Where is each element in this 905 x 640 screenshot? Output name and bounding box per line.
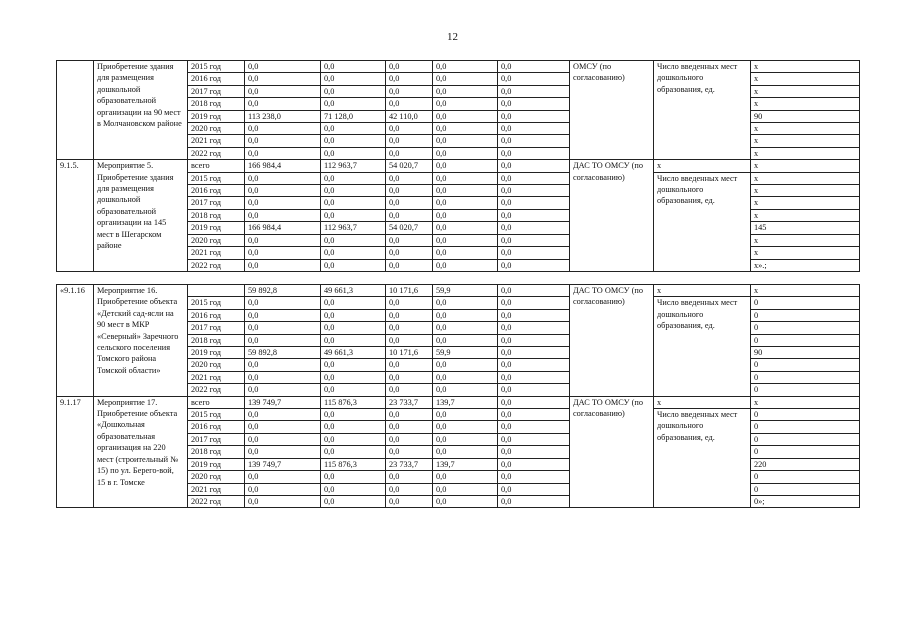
- federal-cell: 0,0: [321, 259, 386, 271]
- regional-cell: 0,0: [386, 409, 433, 421]
- budget-table: [56, 284, 860, 508]
- local-cell: 0,0: [433, 234, 498, 246]
- federal-cell: 0,0: [321, 147, 386, 159]
- indicator-value: x: [751, 160, 860, 172]
- indicator-value: 90: [751, 347, 860, 359]
- regional-cell: 0,0: [386, 147, 433, 159]
- other-cell: 0,0: [498, 234, 570, 246]
- federal-cell: 0,0: [321, 384, 386, 396]
- table-row: [57, 396, 860, 408]
- period-cell: 2022 год: [188, 259, 245, 271]
- federal-cell: 0,0: [321, 61, 386, 73]
- indicator-value: x: [751, 135, 860, 147]
- total-cell: 0,0: [245, 433, 321, 445]
- total-cell: 0,0: [245, 446, 321, 458]
- other-cell: 0,0: [498, 247, 570, 259]
- regional-cell: 0,0: [386, 259, 433, 271]
- period-cell: всего: [188, 396, 245, 408]
- measure-number: 9.1.5.: [57, 160, 94, 272]
- other-cell: 0,0: [498, 209, 570, 221]
- regional-cell: 0,0: [386, 61, 433, 73]
- total-cell: 0,0: [245, 147, 321, 159]
- period-cell: 2018 год: [188, 209, 245, 221]
- federal-cell: 0,0: [321, 234, 386, 246]
- federal-cell: 112 963,7: [321, 222, 386, 234]
- other-cell: 0,0: [498, 297, 570, 309]
- page-number: 12: [447, 31, 458, 43]
- regional-cell: 23 733,7: [386, 458, 433, 470]
- indicator-name: x: [654, 160, 751, 172]
- period-cell: 2017 год: [188, 322, 245, 334]
- total-cell: 0,0: [245, 197, 321, 209]
- regional-cell: 0,0: [386, 297, 433, 309]
- total-cell: 139 749,7: [245, 458, 321, 470]
- indicator-value: 0»;: [751, 495, 860, 507]
- regional-cell: 10 171,6: [386, 347, 433, 359]
- measure-number: «9.1.16: [57, 285, 94, 397]
- local-cell: 0,0: [433, 384, 498, 396]
- regional-cell: 0,0: [386, 433, 433, 445]
- local-cell: 139,7: [433, 458, 498, 470]
- indicator-value: x: [751, 172, 860, 184]
- period-cell: 2018 год: [188, 334, 245, 346]
- federal-cell: 0,0: [321, 471, 386, 483]
- other-cell: 0,0: [498, 495, 570, 507]
- total-cell: 0,0: [245, 421, 321, 433]
- federal-cell: 0,0: [321, 172, 386, 184]
- other-cell: 0,0: [498, 421, 570, 433]
- other-cell: 0,0: [498, 185, 570, 197]
- period-cell: 2015 год: [188, 61, 245, 73]
- total-cell: 0,0: [245, 172, 321, 184]
- total-cell: 0,0: [245, 73, 321, 85]
- federal-cell: 0,0: [321, 297, 386, 309]
- total-cell: 0,0: [245, 359, 321, 371]
- period-cell: 2015 год: [188, 409, 245, 421]
- other-cell: 0,0: [498, 347, 570, 359]
- regional-cell: 0,0: [386, 322, 433, 334]
- local-cell: 59,9: [433, 285, 498, 297]
- other-cell: 0,0: [498, 110, 570, 122]
- regional-cell: 0,0: [386, 73, 433, 85]
- federal-cell: 0,0: [321, 371, 386, 383]
- local-cell: 0,0: [433, 409, 498, 421]
- other-cell: 0,0: [498, 409, 570, 421]
- indicator-value: 0: [751, 309, 860, 321]
- federal-cell: 0,0: [321, 209, 386, 221]
- local-cell: 59,9: [433, 347, 498, 359]
- local-cell: 0,0: [433, 247, 498, 259]
- other-cell: 0,0: [498, 458, 570, 470]
- period-cell: 2020 год: [188, 359, 245, 371]
- local-cell: 0,0: [433, 61, 498, 73]
- total-cell: 0,0: [245, 483, 321, 495]
- regional-cell: 23 733,7: [386, 396, 433, 408]
- local-cell: 0,0: [433, 110, 498, 122]
- regional-cell: 0,0: [386, 185, 433, 197]
- indicator-value: x: [751, 61, 860, 73]
- federal-cell: 0,0: [321, 85, 386, 97]
- other-cell: 0,0: [498, 85, 570, 97]
- regional-cell: 0,0: [386, 309, 433, 321]
- indicator-value: x: [751, 247, 860, 259]
- other-cell: 0,0: [498, 384, 570, 396]
- regional-cell: 54 020,7: [386, 222, 433, 234]
- local-cell: 0,0: [433, 98, 498, 110]
- table-row: [57, 160, 860, 172]
- other-cell: 0,0: [498, 471, 570, 483]
- regional-cell: 0,0: [386, 446, 433, 458]
- other-cell: 0,0: [498, 147, 570, 159]
- federal-cell: 0,0: [321, 197, 386, 209]
- total-cell: 0,0: [245, 98, 321, 110]
- other-cell: 0,0: [498, 334, 570, 346]
- indicator-value: 0: [751, 384, 860, 396]
- other-cell: 0,0: [498, 322, 570, 334]
- regional-cell: 0,0: [386, 495, 433, 507]
- regional-cell: 0,0: [386, 334, 433, 346]
- federal-cell: 49 661,3: [321, 285, 386, 297]
- indicator-value: 0: [751, 359, 860, 371]
- regional-cell: 0,0: [386, 384, 433, 396]
- period-cell: 2019 год: [188, 222, 245, 234]
- indicator-value: x: [751, 234, 860, 246]
- regional-cell: 0,0: [386, 471, 433, 483]
- indicator-value: 0: [751, 409, 860, 421]
- indicator-value: 145: [751, 222, 860, 234]
- other-cell: 0,0: [498, 396, 570, 408]
- other-cell: 0,0: [498, 160, 570, 172]
- local-cell: 0,0: [433, 197, 498, 209]
- period-cell: 2019 год: [188, 110, 245, 122]
- indicator-value: x: [751, 285, 860, 297]
- regional-cell: 0,0: [386, 123, 433, 135]
- indicator-value: x: [751, 85, 860, 97]
- regional-cell: 0,0: [386, 197, 433, 209]
- total-cell: 0,0: [245, 135, 321, 147]
- total-cell: 0,0: [245, 334, 321, 346]
- federal-cell: 0,0: [321, 446, 386, 458]
- local-cell: 0,0: [433, 85, 498, 97]
- indicator-value: x: [751, 185, 860, 197]
- total-cell: 0,0: [245, 85, 321, 97]
- total-cell: 0,0: [245, 495, 321, 507]
- federal-cell: 0,0: [321, 135, 386, 147]
- indicator-value: 0: [751, 322, 860, 334]
- total-cell: 113 238,0: [245, 110, 321, 122]
- local-cell: 0,0: [433, 222, 498, 234]
- regional-cell: 42 110,0: [386, 110, 433, 122]
- period-cell: 2016 год: [188, 73, 245, 85]
- other-cell: 0,0: [498, 61, 570, 73]
- regional-cell: 0,0: [386, 234, 433, 246]
- local-cell: 0,0: [433, 371, 498, 383]
- other-cell: 0,0: [498, 285, 570, 297]
- local-cell: 0,0: [433, 359, 498, 371]
- regional-cell: 0,0: [386, 98, 433, 110]
- federal-cell: 0,0: [321, 359, 386, 371]
- period-cell: 2017 год: [188, 197, 245, 209]
- other-cell: 0,0: [498, 172, 570, 184]
- local-cell: 0,0: [433, 160, 498, 172]
- other-cell: 0,0: [498, 123, 570, 135]
- federal-cell: 112 963,7: [321, 160, 386, 172]
- total-cell: 139 749,7: [245, 396, 321, 408]
- local-cell: 0,0: [433, 123, 498, 135]
- period-cell: 2020 год: [188, 234, 245, 246]
- period-cell: всего: [188, 160, 245, 172]
- period-cell: [188, 285, 245, 297]
- federal-cell: 115 876,3: [321, 458, 386, 470]
- regional-cell: 10 171,6: [386, 285, 433, 297]
- period-cell: 2019 год: [188, 458, 245, 470]
- indicator-value: 0: [751, 334, 860, 346]
- local-cell: 0,0: [433, 135, 498, 147]
- period-cell: 2016 год: [188, 185, 245, 197]
- period-cell: 2015 год: [188, 297, 245, 309]
- indicator-value: 0: [751, 297, 860, 309]
- period-cell: 2016 год: [188, 309, 245, 321]
- regional-cell: 54 020,7: [386, 160, 433, 172]
- local-cell: 0,0: [433, 172, 498, 184]
- total-cell: 59 892,8: [245, 285, 321, 297]
- local-cell: 0,0: [433, 73, 498, 85]
- indicator-value: 0: [751, 371, 860, 383]
- indicator-value: x: [751, 197, 860, 209]
- other-cell: 0,0: [498, 197, 570, 209]
- regional-cell: 0,0: [386, 359, 433, 371]
- period-cell: 2022 год: [188, 384, 245, 396]
- period-cell: 2016 год: [188, 421, 245, 433]
- responsible-executor: ДАС ТО ОМСУ (по согласованию): [570, 160, 654, 272]
- indicator-value: x: [751, 98, 860, 110]
- indicator-value: x: [751, 73, 860, 85]
- federal-cell: 115 876,3: [321, 396, 386, 408]
- regional-cell: 0,0: [386, 421, 433, 433]
- total-cell: 0,0: [245, 309, 321, 321]
- indicator-name: Число введенных мест дошкольного образования, ед.: [654, 61, 751, 160]
- period-cell: 2021 год: [188, 483, 245, 495]
- other-cell: 0,0: [498, 98, 570, 110]
- total-cell: 0,0: [245, 409, 321, 421]
- other-cell: 0,0: [498, 483, 570, 495]
- indicator-value: 0: [751, 471, 860, 483]
- indicator-value: x: [751, 396, 860, 408]
- other-cell: 0,0: [498, 309, 570, 321]
- period-cell: 2020 год: [188, 123, 245, 135]
- federal-cell: 0,0: [321, 322, 386, 334]
- local-cell: 0,0: [433, 495, 498, 507]
- local-cell: 139,7: [433, 396, 498, 408]
- local-cell: 0,0: [433, 259, 498, 271]
- federal-cell: 0,0: [321, 98, 386, 110]
- measure-number: [57, 61, 94, 160]
- indicator-name: Число введенных мест дошкольного образования, ед.: [654, 172, 751, 271]
- local-cell: 0,0: [433, 322, 498, 334]
- total-cell: 166 984,4: [245, 160, 321, 172]
- federal-cell: 0,0: [321, 73, 386, 85]
- other-cell: 0,0: [498, 433, 570, 445]
- local-cell: 0,0: [433, 185, 498, 197]
- measure-name: Мероприятие 5. Приобретение здания для размещения дошкольной образовательной организации на 145 мест в Шегарском районе: [94, 160, 188, 272]
- federal-cell: 0,0: [321, 433, 386, 445]
- regional-cell: 0,0: [386, 135, 433, 147]
- period-cell: 2021 год: [188, 135, 245, 147]
- total-cell: 59 892,8: [245, 347, 321, 359]
- total-cell: 0,0: [245, 234, 321, 246]
- federal-cell: 0,0: [321, 247, 386, 259]
- indicator-value: 0: [751, 421, 860, 433]
- total-cell: 0,0: [245, 123, 321, 135]
- total-cell: 166 984,4: [245, 222, 321, 234]
- period-cell: 2022 год: [188, 495, 245, 507]
- total-cell: 0,0: [245, 61, 321, 73]
- period-cell: 2018 год: [188, 98, 245, 110]
- federal-cell: 0,0: [321, 421, 386, 433]
- local-cell: 0,0: [433, 483, 498, 495]
- period-cell: 2015 год: [188, 172, 245, 184]
- budget-table: [56, 60, 860, 272]
- other-cell: 0,0: [498, 222, 570, 234]
- total-cell: 0,0: [245, 259, 321, 271]
- other-cell: 0,0: [498, 359, 570, 371]
- local-cell: 0,0: [433, 147, 498, 159]
- table-row: [57, 285, 860, 297]
- local-cell: 0,0: [433, 433, 498, 445]
- measure-name: Приобретение здания для размещения дошкольной образовательной организации на 90 мест в Молчановском районе: [94, 61, 188, 160]
- total-cell: 0,0: [245, 209, 321, 221]
- other-cell: 0,0: [498, 371, 570, 383]
- regional-cell: 0,0: [386, 247, 433, 259]
- local-cell: 0,0: [433, 421, 498, 433]
- period-cell: 2019 год: [188, 347, 245, 359]
- period-cell: 2017 год: [188, 85, 245, 97]
- other-cell: 0,0: [498, 73, 570, 85]
- table-row: [57, 61, 860, 73]
- total-cell: 0,0: [245, 247, 321, 259]
- local-cell: 0,0: [433, 334, 498, 346]
- total-cell: 0,0: [245, 371, 321, 383]
- total-cell: 0,0: [245, 322, 321, 334]
- period-cell: 2022 год: [188, 147, 245, 159]
- other-cell: 0,0: [498, 446, 570, 458]
- indicator-value: 0: [751, 433, 860, 445]
- indicator-value: x: [751, 147, 860, 159]
- regional-cell: 0,0: [386, 85, 433, 97]
- local-cell: 0,0: [433, 297, 498, 309]
- federal-cell: 0,0: [321, 334, 386, 346]
- total-cell: 0,0: [245, 297, 321, 309]
- responsible-executor: ОМСУ (по согласованию): [570, 61, 654, 160]
- indicator-name: Число введенных мест дошкольного образования, ед.: [654, 409, 751, 508]
- period-cell: 2021 год: [188, 247, 245, 259]
- other-cell: 0,0: [498, 259, 570, 271]
- indicator-value: 90: [751, 110, 860, 122]
- local-cell: 0,0: [433, 471, 498, 483]
- indicator-value: 0: [751, 446, 860, 458]
- total-cell: 0,0: [245, 185, 321, 197]
- regional-cell: 0,0: [386, 209, 433, 221]
- total-cell: 0,0: [245, 384, 321, 396]
- indicator-value: 220: [751, 458, 860, 470]
- responsible-executor: ДАС ТО ОМСУ (по согласованию): [570, 396, 654, 508]
- indicator-value: x: [751, 123, 860, 135]
- period-cell: 2020 год: [188, 471, 245, 483]
- indicator-name: x: [654, 285, 751, 297]
- federal-cell: 0,0: [321, 309, 386, 321]
- indicator-value: x: [751, 209, 860, 221]
- measure-name: Мероприятие 16. Приобретение объекта «Детский сад-ясли на 90 мест в МКР «Северный» Заречного сельского поселения Томского района Томской области»: [94, 285, 188, 397]
- period-cell: 2021 год: [188, 371, 245, 383]
- local-cell: 0,0: [433, 209, 498, 221]
- period-cell: 2017 год: [188, 433, 245, 445]
- indicator-name: x: [654, 396, 751, 408]
- total-cell: 0,0: [245, 471, 321, 483]
- other-cell: 0,0: [498, 135, 570, 147]
- period-cell: 2018 год: [188, 446, 245, 458]
- federal-cell: 0,0: [321, 123, 386, 135]
- responsible-executor: ДАС ТО ОМСУ (по согласованию): [570, 285, 654, 397]
- federal-cell: 0,0: [321, 409, 386, 421]
- indicator-value: x».;: [751, 259, 860, 271]
- indicator-name: Число введенных мест дошкольного образования, ед.: [654, 297, 751, 396]
- federal-cell: 49 661,3: [321, 347, 386, 359]
- measure-name: Мероприятие 17. Приобретение объекта «Дошкольная образовательная организация на 220 мест (строительный № 15) по ул. Берего-вой, 15 в г. Томске: [94, 396, 188, 508]
- federal-cell: 0,0: [321, 185, 386, 197]
- regional-cell: 0,0: [386, 483, 433, 495]
- federal-cell: 0,0: [321, 483, 386, 495]
- indicator-value: 0: [751, 483, 860, 495]
- local-cell: 0,0: [433, 446, 498, 458]
- measure-number: 9.1.17: [57, 396, 94, 508]
- federal-cell: 0,0: [321, 495, 386, 507]
- regional-cell: 0,0: [386, 172, 433, 184]
- regional-cell: 0,0: [386, 371, 433, 383]
- federal-cell: 71 128,0: [321, 110, 386, 122]
- local-cell: 0,0: [433, 309, 498, 321]
